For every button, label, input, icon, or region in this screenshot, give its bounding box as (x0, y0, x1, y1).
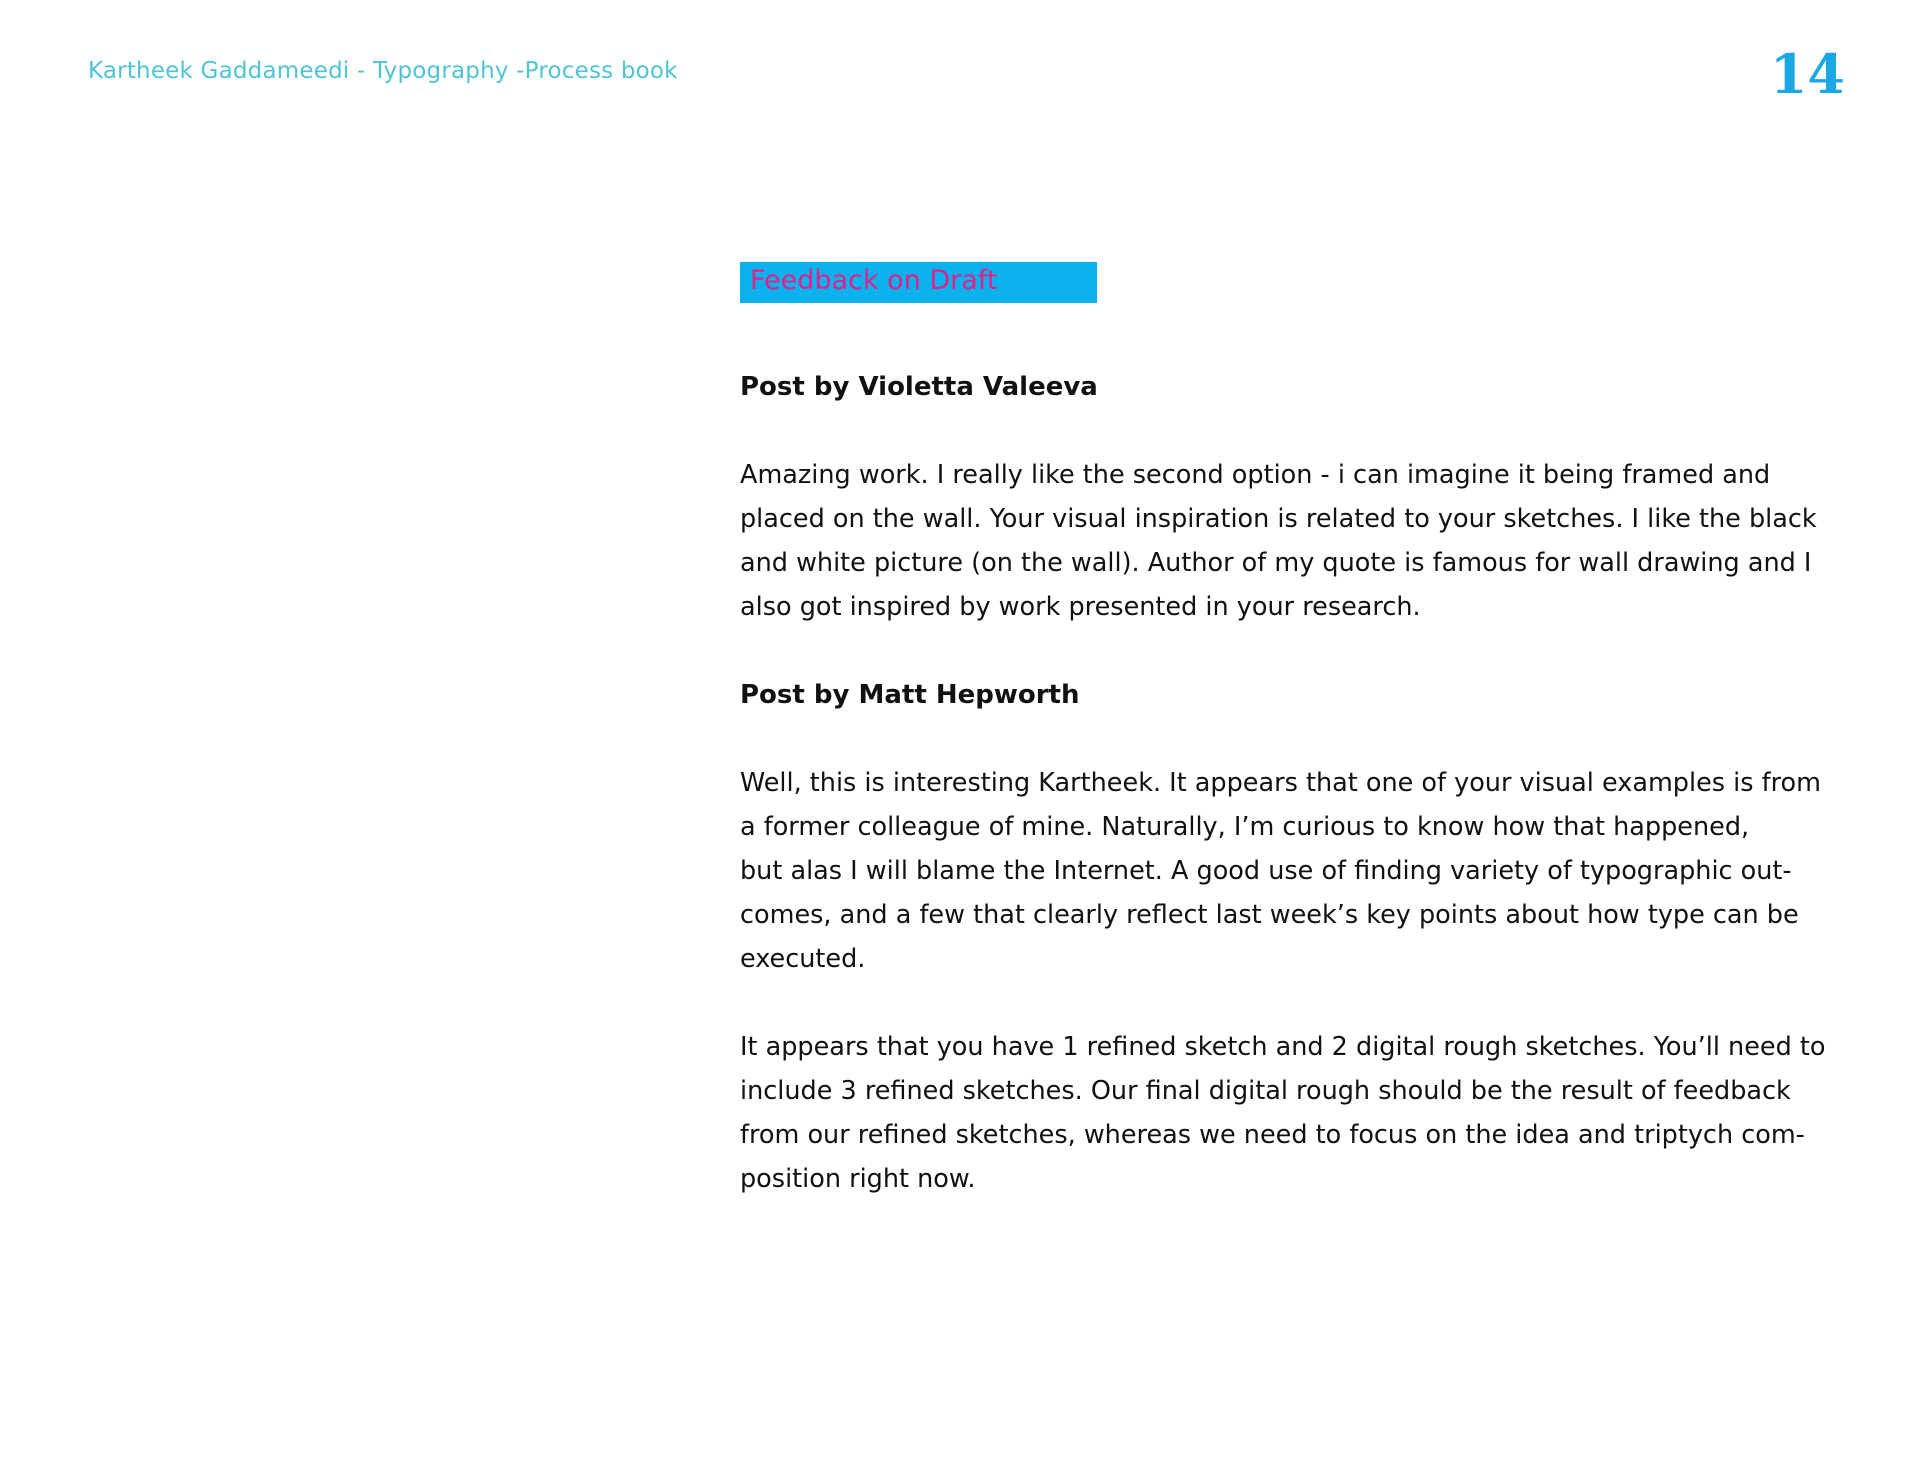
text-line: a former colleague of mine. Naturally, I’m curious to know how that happened, (740, 812, 1750, 842)
text-line: position right now. (740, 1164, 976, 1194)
post (740, 365, 1860, 629)
paragraph (740, 761, 1860, 981)
text-line: comes, and a few that clearly reflect last week’s key points about how type can be (740, 900, 1799, 930)
text-line: Amazing work. I really like the second option - i can imagine it being framed and (740, 460, 1771, 490)
post-author: Post by Violetta Valeeva (740, 372, 1098, 402)
post-body (740, 453, 1860, 629)
text-line: also got inspired by work presented in your research. (740, 592, 1421, 622)
paragraph (740, 1025, 1860, 1201)
feedback-section (740, 262, 1860, 1201)
text-line: executed. (740, 944, 866, 974)
text-line: include 3 refined sketches. Our final digital rough should be the result of feedback (740, 1076, 1791, 1106)
post-body (740, 761, 1860, 1201)
text-line: It appears that you have 1 refined sketch and 2 digital rough sketches. You’ll need to (740, 1032, 1826, 1062)
text-line: Well, this is interesting Kartheek. It appears that one of your visual examples is from (740, 768, 1821, 798)
text-line: but alas I will blame the Internet. A good use of finding variety of typographic out- (740, 856, 1792, 886)
post (740, 673, 1860, 1201)
section-label: Feedback on Draft (740, 262, 1097, 303)
text-line: from our refined sketches, whereas we need to focus on the idea and triptych com- (740, 1120, 1805, 1150)
running-header: Kartheek Gaddameedi - Typography -Process book (88, 58, 678, 84)
page-number: 14 (1769, 42, 1845, 106)
text-line: placed on the wall. Your visual inspiration is related to your sketches. I like the black (740, 504, 1817, 534)
paragraph (740, 453, 1860, 629)
post-author: Post by Matt Hepworth (740, 680, 1080, 710)
text-line: and white picture (on the wall). Author of my quote is famous for wall drawing and I (740, 548, 1812, 578)
